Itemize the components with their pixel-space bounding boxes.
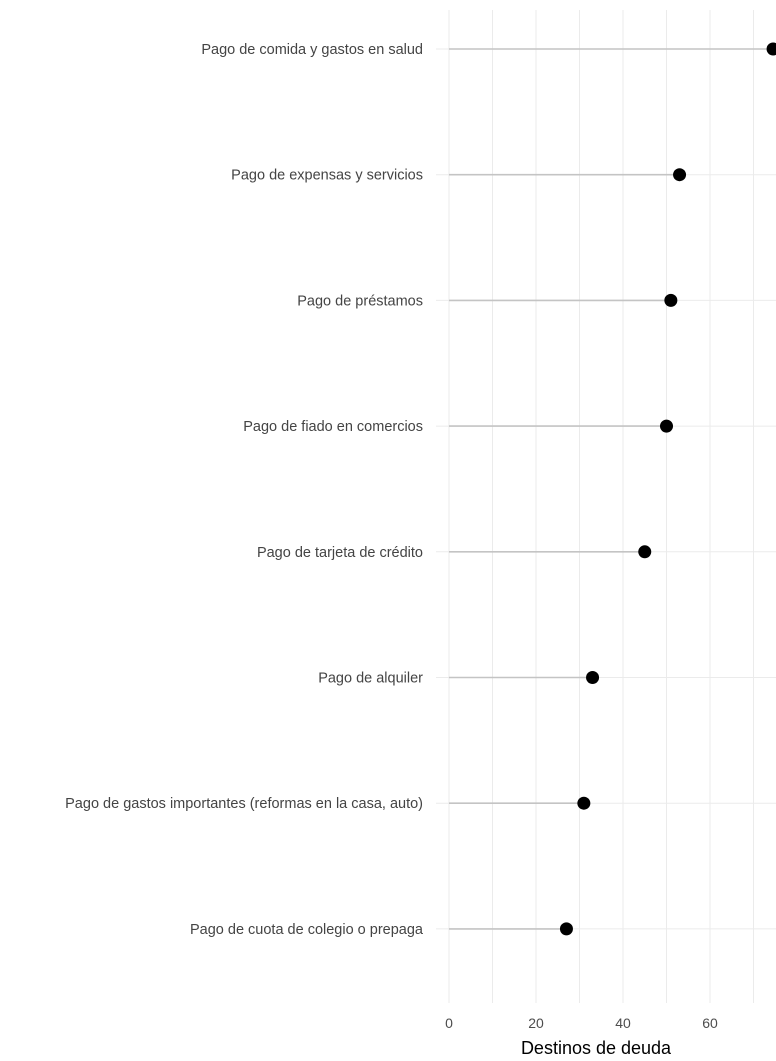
category-label: Pago de gastos importantes (reformas en la casa, auto) [65,796,423,813]
x-tick-label: 0 [445,1015,453,1031]
category-label: Pago de cuota de colegio o prepaga [190,921,423,938]
lollipop-point [638,545,651,558]
point-layer [560,43,776,936]
x-tick-label: 40 [615,1015,631,1031]
lollipop-point [673,168,686,181]
category-label: Pago de tarjeta de crédito [256,544,423,561]
category-label: Pago de comida y gastos en salud [201,42,423,58]
lollipop-point [577,797,590,810]
lollipop-point [586,671,599,684]
grid-layer [436,10,776,1003]
lollipop-point [767,43,776,56]
lollipop-point [660,420,673,433]
lollipop-point [664,294,677,307]
category-label: Pago de alquiler [318,670,423,687]
x-tick-label: 20 [528,1015,544,1031]
x-tick-label: 60 [702,1015,718,1031]
category-label: Pago de expensas y servicios [231,167,423,184]
category-labels [65,42,424,938]
stem-layer [449,49,773,929]
x-axis-title: Destinos de deuda [520,1038,672,1058]
category-label: Pago de fiado en comercios [243,419,423,436]
category-label: Pago de préstamos [297,293,423,310]
x-tick-labels [445,1015,718,1031]
lollipop-point [560,922,573,935]
